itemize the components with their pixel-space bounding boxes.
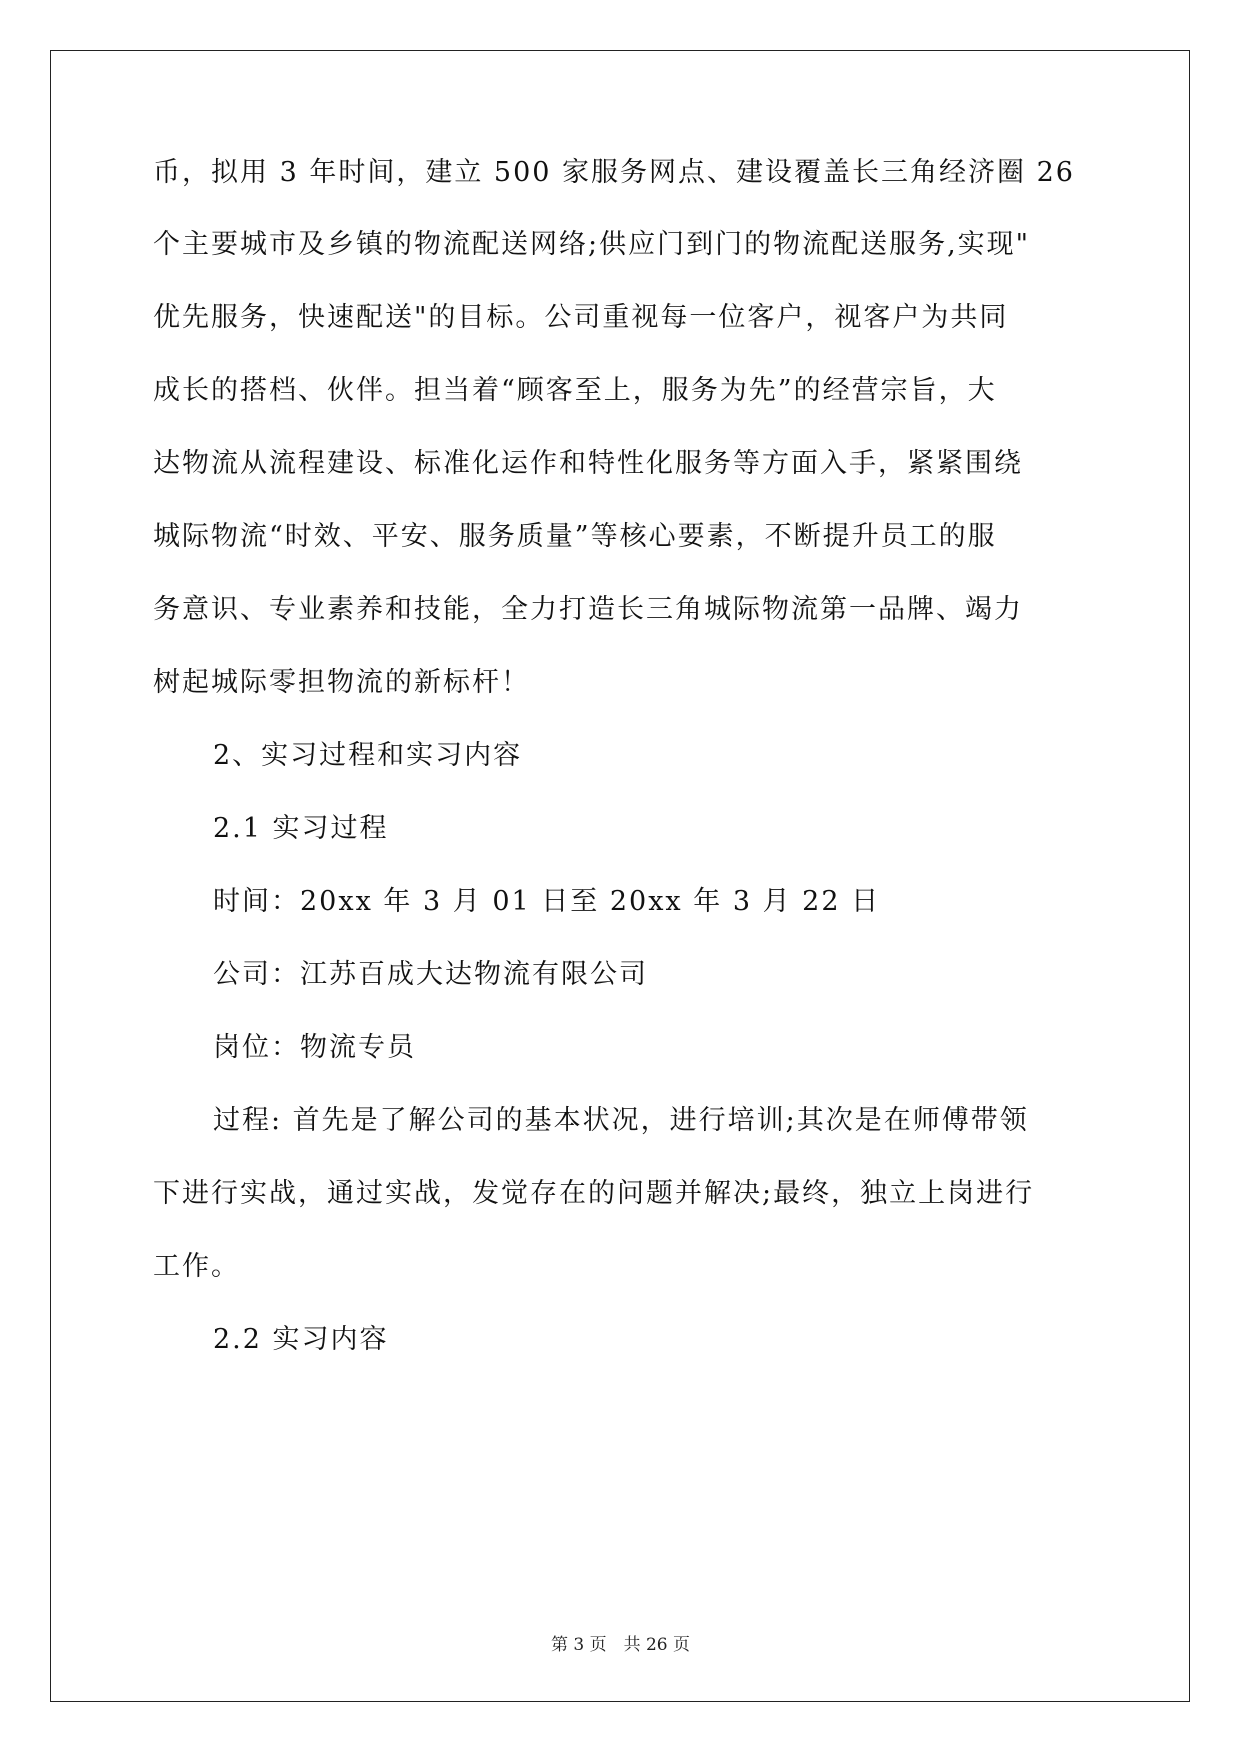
body-line-4: 成长的搭档、伙伴。担当着“顾客至上，服务为先”的经营宗旨，大 — [153, 375, 997, 406]
body-line-6: 城际物流“时效、平安、服务质量”等核心要素，不断提升员工的服 — [153, 521, 997, 552]
subsection-heading-process: 2.1 实习过程 — [213, 813, 389, 844]
process-line-1: 过程: 首先是了解公司的基本状况，进行培训;其次是在师傅带领 — [213, 1105, 1029, 1136]
time-line: 时间：20xx 年 3 月 01 日至 20xx 年 3 月 22 日 — [213, 886, 881, 917]
subsection-heading-content: 2.2 实习内容 — [213, 1324, 389, 1355]
page-number-footer: 第 3 页 共 26 页 — [550, 1635, 691, 1655]
process-line-2: 下进行实战，通过实战，发觉存在的问题并解决;最终，独立上岗进行 — [153, 1178, 1035, 1209]
body-line-2: 个主要城市及乡镇的物流配送网络;供应门到门的物流配送服务,实现" — [153, 229, 1031, 260]
body-line-1: 币，拟用 3 年时间，建立 500 家服务网点、建设覆盖长三角经济圈 26 — [153, 157, 1075, 188]
section-heading: 2、实习过程和实习内容 — [213, 740, 523, 771]
body-line-7: 务意识、专业素养和技能，全力打造长三角城际物流第一品牌、竭力 — [153, 594, 1023, 625]
body-line-8: 树起城际零担物流的新标杆！ — [153, 667, 530, 698]
body-line-3: 优先服务，快速配送"的目标。公司重视每一位客户，视客户为共同 — [153, 302, 1009, 333]
body-line-5: 达物流从流程建设、标准化运作和特性化服务等方面入手，紧紧围绕 — [153, 448, 1023, 479]
process-line-3: 工作。 — [153, 1251, 240, 1282]
position-line: 岗位：物流专员 — [213, 1032, 416, 1063]
company-line: 公司：江苏百成大达物流有限公司 — [213, 959, 648, 990]
